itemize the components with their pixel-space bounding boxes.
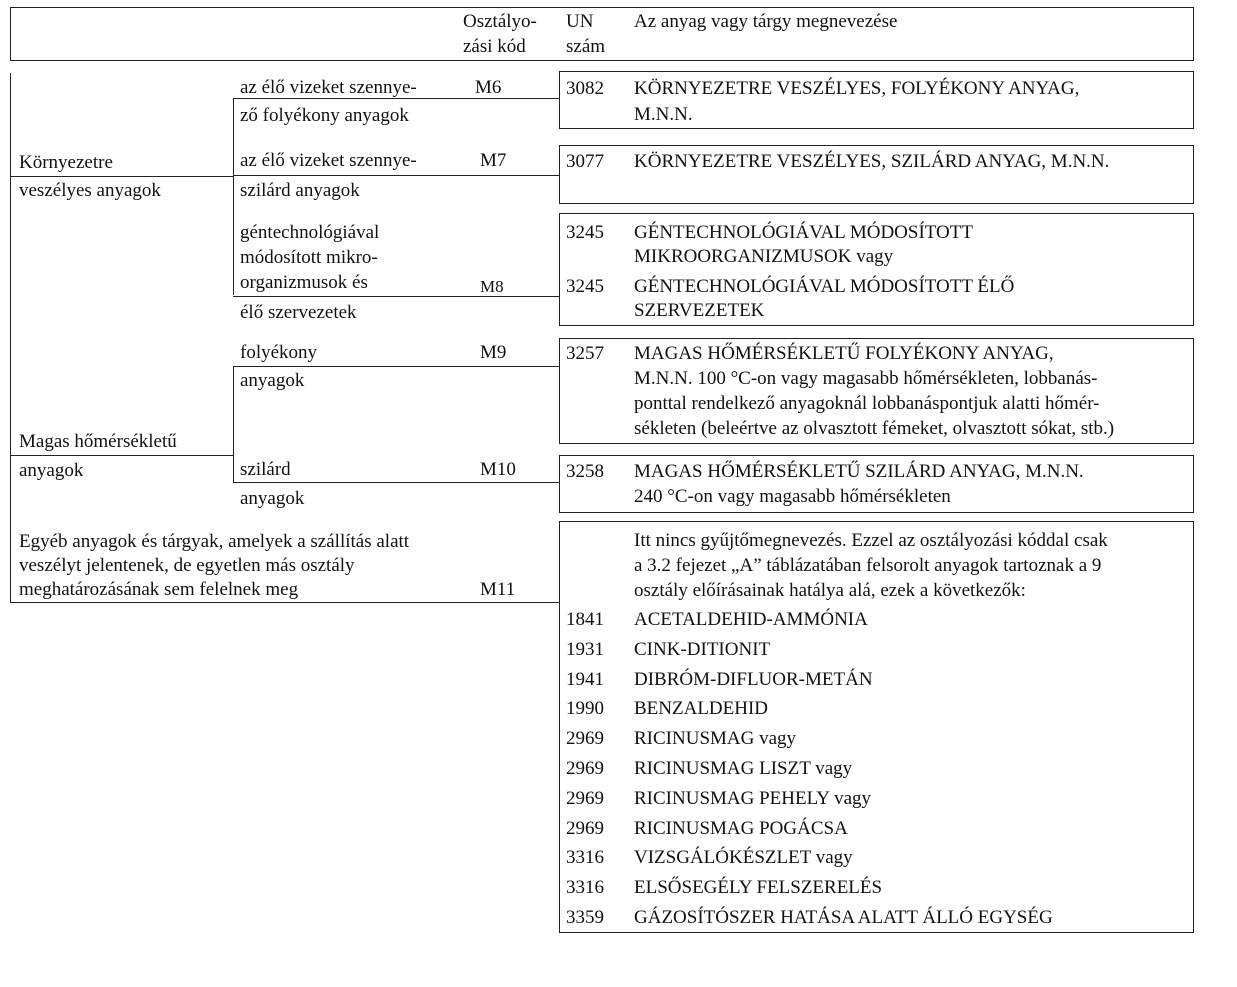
un-number: 3077	[566, 151, 604, 172]
sub-label-m6: az élő vizeket szennye-	[240, 77, 417, 98]
group-label-other: Egyéb anyagok és tárgyak, amelyek a szállítás alatt	[19, 531, 410, 552]
sub-label-m10: anyagok	[240, 488, 305, 509]
entry-name: GÉNTECHNOLÓGIÁVAL MÓDOSÍTOTT	[634, 222, 973, 243]
m11-un-number: 1931	[566, 639, 604, 660]
group-label-other: meghatározásának sem felelnek meg	[19, 579, 299, 600]
entry-name: MAGAS HŐMÉRSÉKLETŰ FOLYÉKONY ANYAG,	[634, 343, 1054, 364]
tree-branch-hot	[233, 366, 234, 482]
sub-label-m9: anyagok	[240, 370, 305, 391]
entry-name: ponttal rendelkező anyagoknál lobbanáspontjuk alatti hőmér-	[634, 393, 1100, 414]
m11-item-name: RICINUSMAG POGÁCSA	[634, 818, 848, 839]
m11-item-name: CINK-DITIONIT	[634, 639, 771, 660]
group-label-hot: Magas hőmérsékletű	[19, 431, 177, 452]
sub-label-m7: szilárd anyagok	[240, 180, 360, 201]
m11-item-name: RICINUSMAG LISZT vagy	[634, 758, 853, 779]
m11-un-number: 1941	[566, 669, 604, 690]
tree-line-m10	[233, 482, 559, 483]
m11-un-number: 2969	[566, 818, 604, 839]
m11-item-name: VIZSGÁLÓKÉSZLET vagy	[634, 847, 853, 868]
m11-un-number: 1841	[566, 609, 604, 630]
tree-line-m11	[10, 602, 559, 603]
entry-name: sékleten (beleértve az olvasztott fémeket, olvasztott sókat, stb.)	[634, 418, 1115, 439]
group-label-env: veszélyes anyagok	[19, 180, 161, 201]
sub-label-m8: géntechnológiával	[240, 222, 380, 243]
code-m9: M9	[480, 342, 507, 363]
code-m8: M8	[480, 277, 504, 296]
code-m7: M7	[480, 150, 507, 171]
un-number: 3257	[566, 343, 604, 364]
m11-un-number: 3316	[566, 847, 604, 868]
tree-line-m9	[233, 366, 559, 367]
sub-label-m9: folyékony	[240, 342, 318, 363]
m11-un-number: 1990	[566, 698, 604, 719]
entry-name: 240 °C-on vagy magasabb hőmérsékleten	[634, 486, 951, 507]
m11-item-name: BENZALDEHID	[634, 698, 769, 719]
un-number: 3245	[566, 222, 604, 243]
sub-label-m10: szilárd	[240, 459, 291, 480]
m11-un-number: 2969	[566, 728, 604, 749]
sub-label-m7: az élő vizeket szennye-	[240, 150, 417, 171]
m11-un-number: 3316	[566, 877, 604, 898]
tree-left-border	[10, 73, 11, 603]
header-un-col: UN	[566, 11, 594, 32]
code-m11: M11	[480, 579, 516, 600]
entry-name: MAGAS HŐMÉRSÉKLETŰ SZILÁRD ANYAG, M.N.N.	[634, 461, 1084, 482]
m11-item-name: GÁZOSÍTÓSZER HATÁSA ALATT ÁLLÓ EGYSÉG	[634, 907, 1053, 928]
m11-intro: a 3.2 fejezet „A” táblázatában felsorolt anyagok tartoznak a 9	[634, 555, 1102, 576]
entry-name: KÖRNYEZETRE VESZÉLYES, FOLYÉKONY ANYAG,	[634, 78, 1080, 99]
un-number: 3258	[566, 461, 604, 482]
m11-intro: Itt nincs gyűjtőmegnevezés. Ezzel az osztályozási kóddal csak	[634, 530, 1108, 551]
m11-un-number: 3359	[566, 907, 604, 928]
group-label-other: veszélyt jelentenek, de egyetlen más osztály	[19, 555, 355, 576]
entry-name: M.N.N. 100 °C-on vagy magasabb hőmérsékleten, lobbanás-	[634, 368, 1098, 389]
un-number: 3082	[566, 78, 604, 99]
un-number: 3245	[566, 276, 604, 297]
m11-un-number: 2969	[566, 788, 604, 809]
code-m6: M6	[475, 77, 502, 98]
m11-item-name: DIBRÓM-DIFLUOR-METÁN	[634, 669, 873, 690]
entry-name: MIKROORGANIZMUSOK vagy	[634, 246, 894, 267]
header-code-col: zási kód	[463, 36, 526, 57]
code-m10: M10	[480, 459, 516, 480]
m11-item-name: RICINUSMAG vagy	[634, 728, 797, 749]
header-name-col: Az anyag vagy tárgy megnevezése	[634, 11, 898, 32]
tree-branch-env	[233, 98, 234, 295]
header-code-col: Osztályo-	[463, 11, 537, 32]
m11-item-name: ELSŐSEGÉLY FELSZERELÉS	[634, 877, 883, 898]
tree-line-m7	[233, 175, 559, 176]
entry-name: M.N.N.	[634, 104, 693, 125]
entry-name: KÖRNYEZETRE VESZÉLYES, SZILÁRD ANYAG, M.N.N.	[634, 151, 1110, 172]
tree-line-hot	[10, 455, 234, 456]
m11-un-number: 2969	[566, 758, 604, 779]
entry-name: SZERVEZETEK	[634, 300, 765, 321]
tree-line-env	[10, 176, 234, 177]
header-un-col: szám	[566, 36, 606, 57]
sub-label-m8: módosított mikro-	[240, 247, 378, 268]
m11-item-name: ACETALDEHID-AMMÓNIA	[634, 609, 868, 630]
m11-item-name: RICINUSMAG PEHELY vagy	[634, 788, 871, 809]
group-label-env: Környezetre	[19, 152, 113, 173]
group-label-hot: anyagok	[19, 460, 84, 481]
sub-label-m8: élő szervezetek	[240, 302, 357, 323]
entry-name: GÉNTECHNOLÓGIÁVAL MÓDOSÍTOTT ÉLŐ	[634, 276, 1015, 297]
sub-label-m6: ző folyékony anyagok	[240, 105, 409, 126]
sub-label-m8: organizmusok és	[240, 272, 368, 293]
m11-intro: osztály előírásainak hatálya alá, ezek a következők:	[634, 580, 1026, 601]
tree-line-m8	[233, 296, 559, 297]
